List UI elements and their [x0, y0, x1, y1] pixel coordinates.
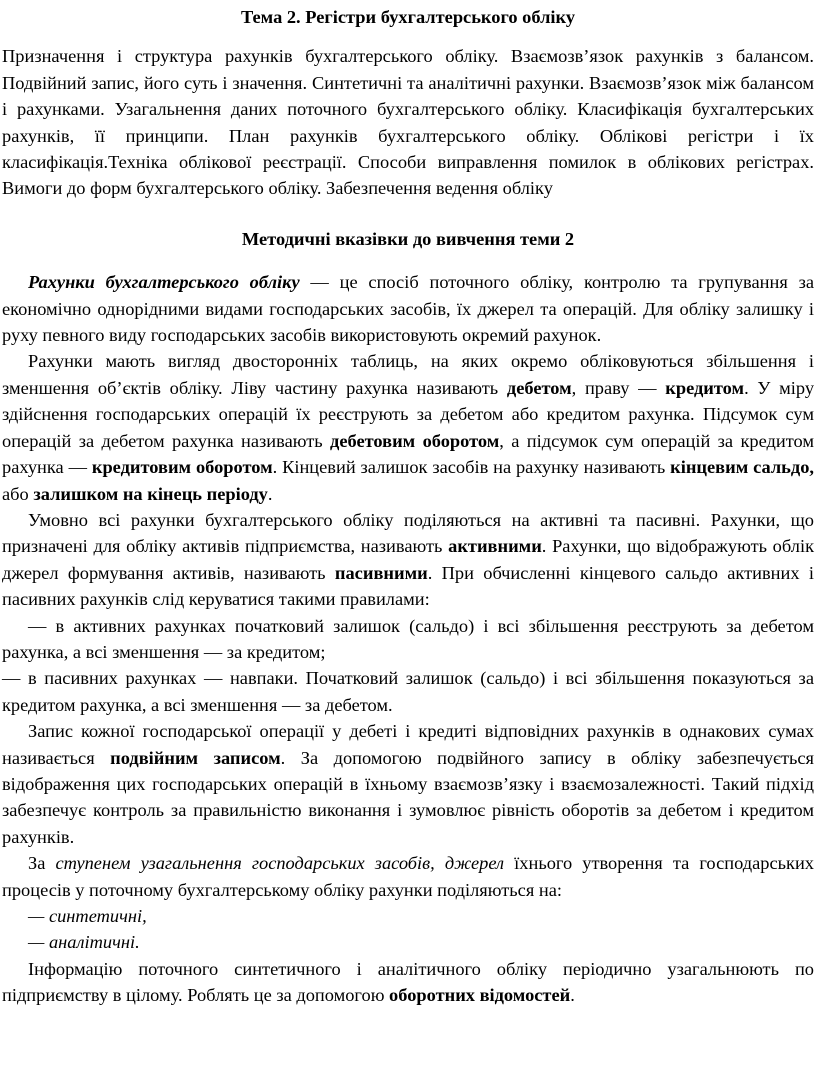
term-double-entry: подвійним записом	[110, 747, 281, 768]
term-turnover-sheets: оборотних відомостей	[389, 985, 571, 1006]
rule-active-accounts: — в активних рахунках початковий залишок (сальдо) і всі збільшення реєструють за дебетом рахунка, а всі зменшення — за кредитом;	[2, 615, 814, 662]
term-passive: пасивними	[334, 562, 428, 583]
list-item-analytic: — аналітичні.	[28, 932, 140, 953]
term-credit: кредитом	[665, 377, 745, 398]
term-debit: дебетом	[506, 377, 572, 398]
paragraph-generalization: За ступенем узагальнення господарських засобів, джерел їхнього утворення та господарських процесів у поточному бухгалтерському обліку рахунки поділяються на:	[2, 853, 814, 900]
term-active: активними	[448, 536, 542, 557]
paragraph-turnover-sheets: Інформацію поточного синтетичного і аналітичного обліку періодично узагальнюють по підприємству в цілому. Роблять це за допомогою оборотних відомостей.	[2, 958, 814, 1006]
list-item-synthetic: — синтетичні,	[28, 906, 147, 926]
term-generalization-degree: ступенем узагальнення господарських засобів, джерел	[55, 853, 505, 874]
page-title: Тема 2. Регістри бухгалтерського обліку	[240, 7, 576, 27]
section-subtitle: Методичні вказівки до вивчення теми 2	[241, 228, 575, 249]
term-accounts: Рахунки бухгалтерського обліку	[28, 272, 300, 293]
paragraph-accounts-definition: Рахунки бухгалтерського обліку — це спосіб поточного обліку, контролю та групування за економічно однорідними видами господарських засобів, їх джерел та операцій. Для обліку залишку і руху певного виду господарських засобів використовують окремий рахунок.	[2, 272, 814, 346]
term-debit-turnover: дебетовим оборотом	[330, 430, 500, 451]
paragraph-debit-credit: Рахунки мають вигляд двосторонніх таблиць, на яких окремо обліковуються збільшення і зменшення об’єктів обліку. Ліву частину рахунка називають дебетом, праву — кредитом. У міру здійснення господарських операцій їх реєструють за дебетом або кредитом рахунка. Підсумок сум операцій за дебетом рахунка називають дебетовим оборотом, а підсумок сум операцій за кредитом рахунка — кредитовим оборотом. Кінцевий залишок засобів на рахунку називають кінцевим сальдо, або залишком на кінець періоду.	[2, 351, 815, 504]
topics-paragraph: Призначення і структура рахунків бухгалтерського обліку. Взаємозв’язок рахунків з балансом. Подвійний запис, його суть і значення. Синтетичні та аналітичні рахунки. Взаємозв’язок між балансом і рахунками. Узагальнення даних поточного бухгалтерського обліку. Класифікація бухгалтерських рахунків, її принципи. План рахунків бухгалтерського обліку. Облікові регістри і їх класифікація.Техніка облікової реєстрації. Способи виправлення помилок в облікових регістрах. Вимоги до форм бухгалтерського обліку. Забезпечення ведення обліку	[2, 46, 814, 199]
paragraph-active-passive: Умовно всі рахунки бухгалтерського обліку поділяються на активні та пасивні. Рахунки, що призначені для обліку активів підприємства, називають активними. Рахунки, що відображують облік джерел формування активів, називають пасивними. При обчисленні кінцевого сальдо активних і пасивних рахунків слід керуватися такими правилами:	[2, 509, 814, 610]
term-credit-turnover: кредитовим оборотом	[91, 457, 273, 478]
paragraph-double-entry: Запис кожної господарської операції у дебеті і кредиті відповідних рахунків в однакових сумах називається подвійним записом. За допомогою подвійного запису в обліку забезпечується відображення цих господарських операцій в їхньому взаємозв’язку і взаємозалежності. Такий підхід забезпечує контроль за правильністю виконання і зумовлює рівність оборотів за дебетом і кредитом рахунків.	[2, 721, 814, 847]
term-end-balance: залишком на кінець періоду	[33, 483, 268, 504]
term-final-balance: кінцевим сальдо,	[670, 457, 814, 478]
rule-passive-accounts: — в пасивних рахунках — навпаки. Початковий залишок (сальдо) і всі збільшення показуються за кредитом рахунка, а всі зменшення — за дебетом.	[2, 668, 814, 715]
